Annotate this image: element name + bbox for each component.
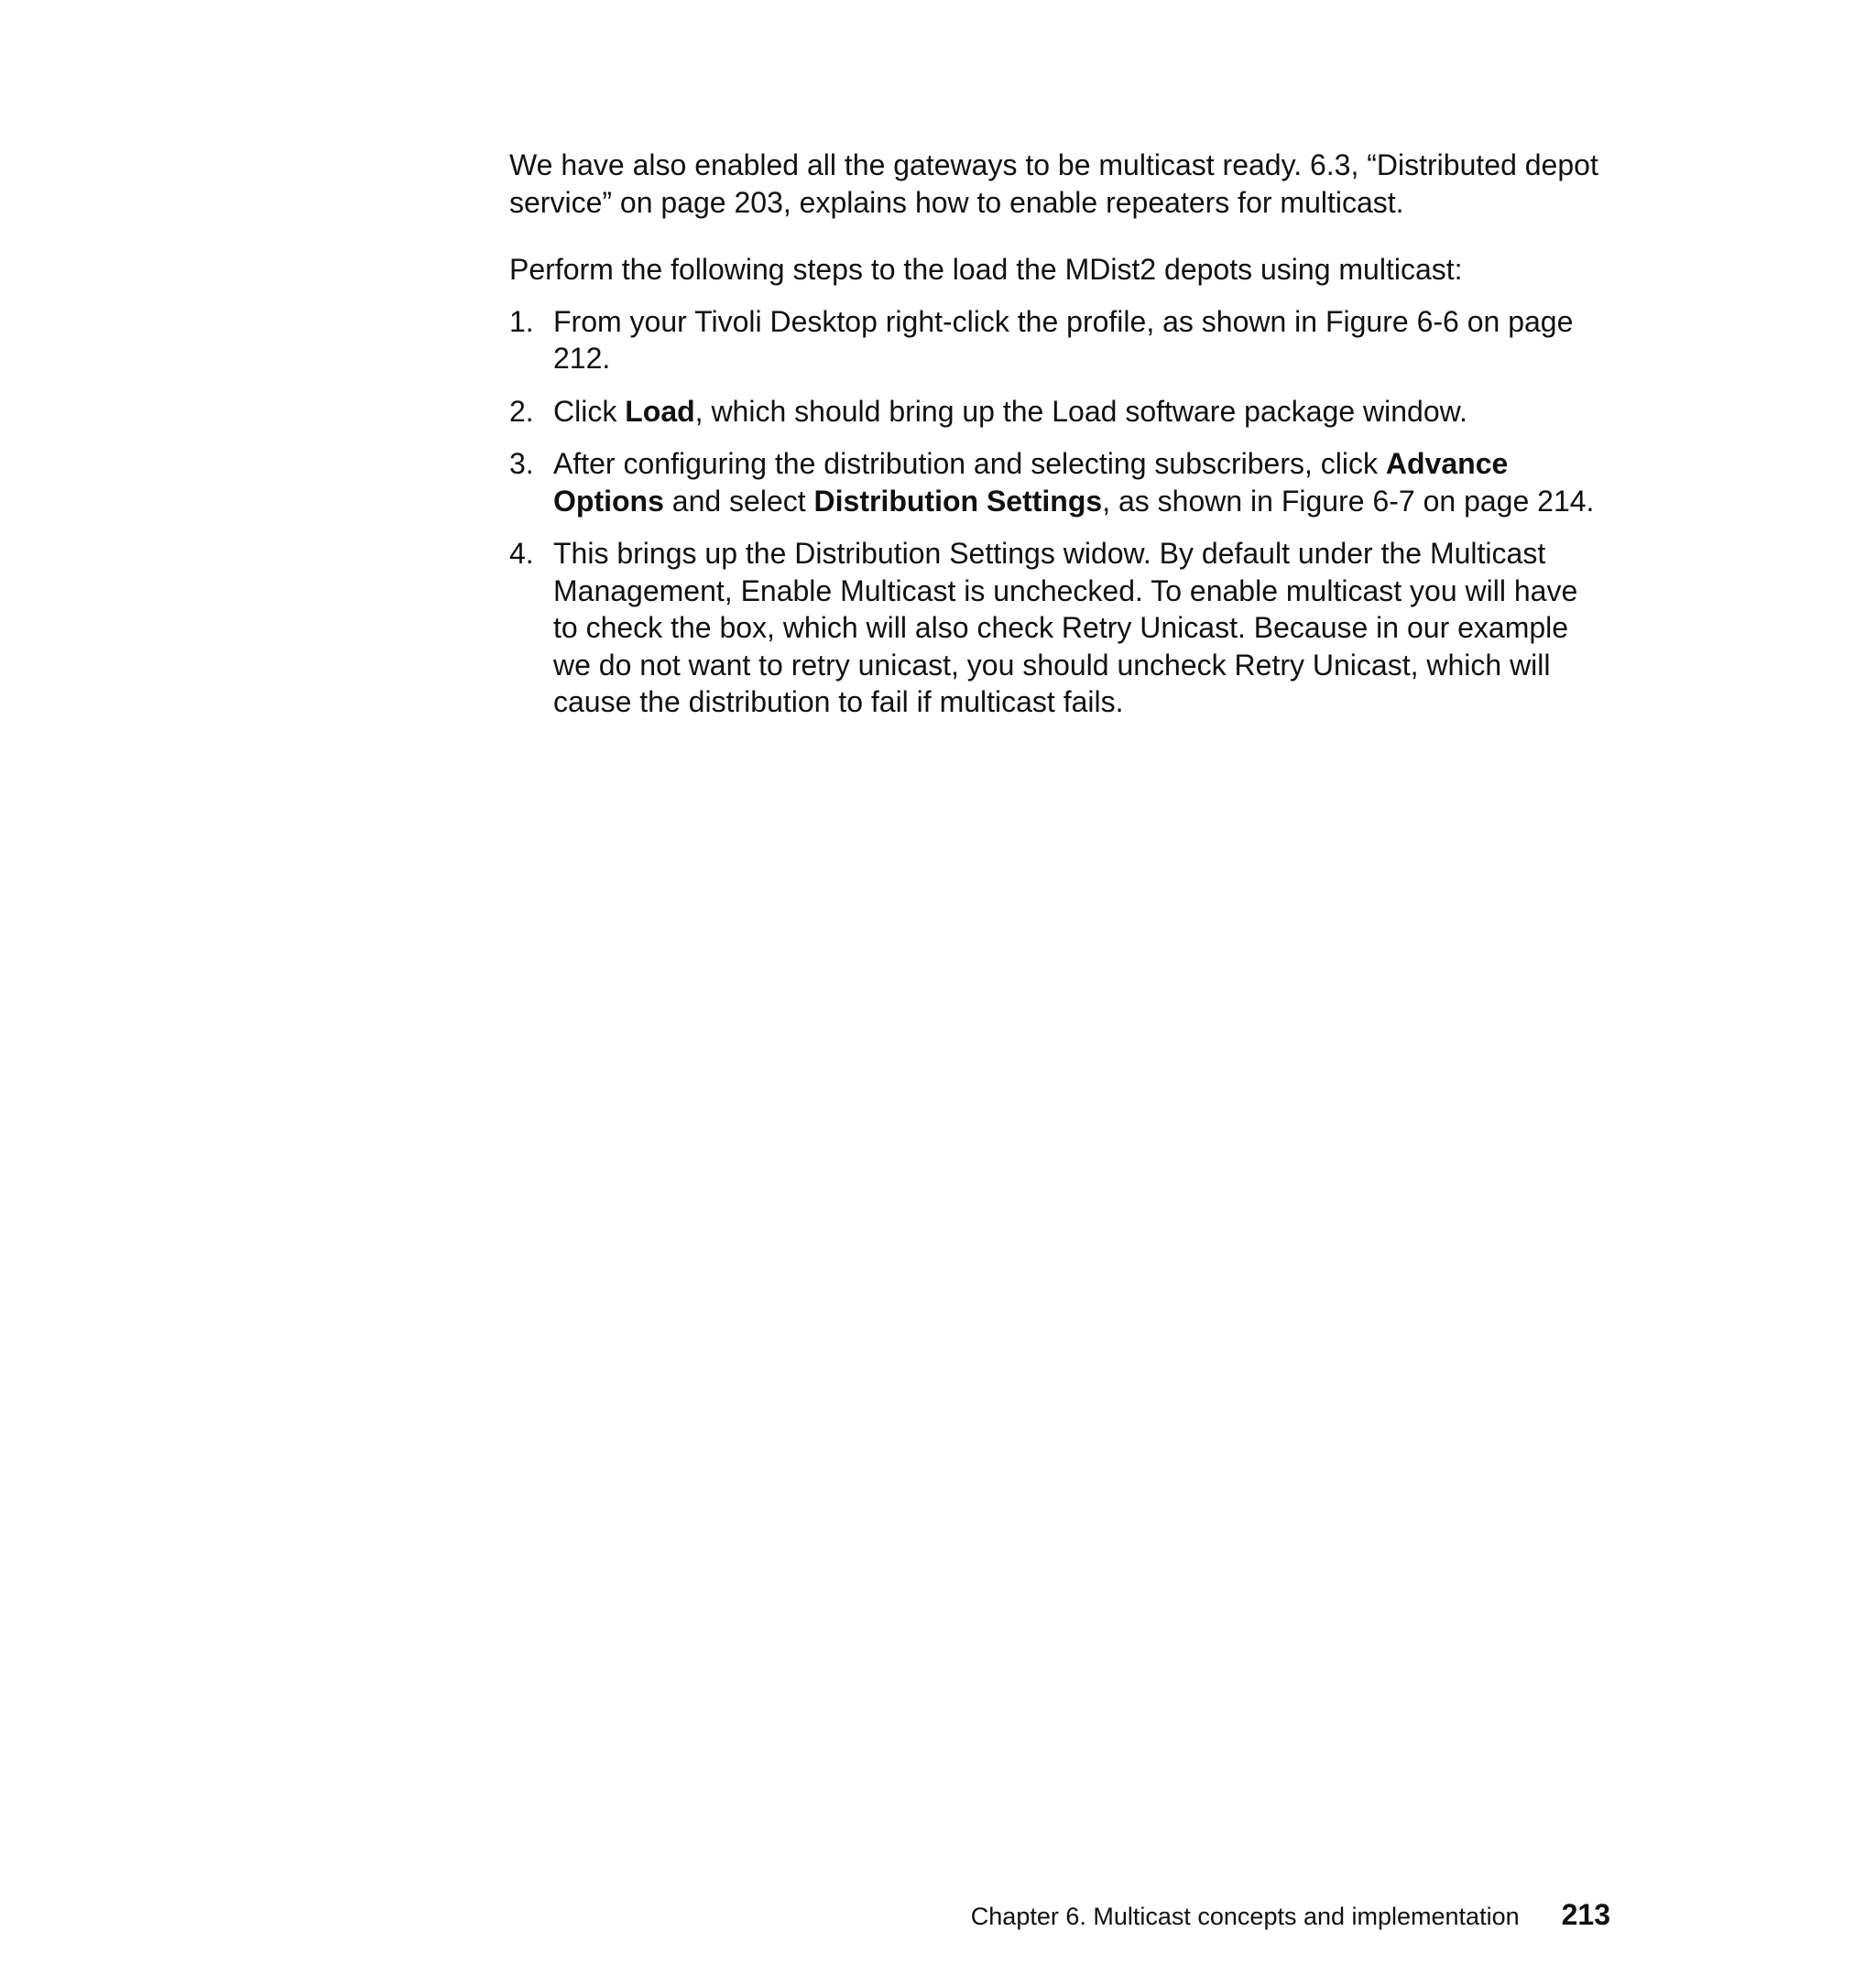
chapter-title: Chapter 6. Multicast concepts and implementation	[970, 1903, 1520, 1930]
intro-paragraph: We have also enabled all the gateways to be multicast ready. 6.3, “Distributed depot service” on page 203, explains how to enable repeaters for multicast.	[509, 148, 1598, 219]
ui-term-distribution-settings: Distribution Settings	[813, 484, 1103, 518]
steps-intro-paragraph: Perform the following steps to the load the MDist2 depots using multicast:	[509, 253, 1463, 286]
page-body	[509, 147, 1609, 737]
steps-list	[509, 303, 1609, 721]
step-number: 3.	[509, 447, 534, 480]
step-number: 1.	[509, 304, 534, 338]
page-number: 213	[1561, 1898, 1610, 1931]
ui-term-advance-options: Advance Options	[553, 447, 1509, 518]
list-item	[509, 303, 1609, 377]
ui-term-load: Load	[625, 394, 695, 428]
step-text: and select	[663, 484, 814, 518]
step-text: , as shown in Figure 6-7 on page 214.	[1102, 484, 1595, 518]
list-item	[509, 393, 1609, 431]
step-number: 2.	[509, 394, 534, 428]
step-text: From your Tivoli Desktop right-click the profile, as shown in Figure 6-6 on page 212.	[553, 304, 1574, 375]
list-item	[509, 535, 1609, 721]
step-text: Click	[553, 394, 626, 428]
list-item	[509, 445, 1609, 519]
page-footer	[971, 1898, 1610, 1932]
step-number: 4.	[509, 537, 534, 570]
step-text: After configuring the distribution and selecting subscribers, click	[553, 447, 1386, 480]
step-text: This brings up the Distribution Settings widow. By default under the Multicast Management, Enable Multicast is unchecked. To enable multicast you will have to check the box, which will also check Retry Unicast. Because in our example we do not want to retry unicast, you should uncheck Retry Unicast, which will cause the distribution to fail if multicast fails.	[553, 537, 1578, 718]
step-text: , which should bring up the Load software package window.	[694, 394, 1467, 428]
